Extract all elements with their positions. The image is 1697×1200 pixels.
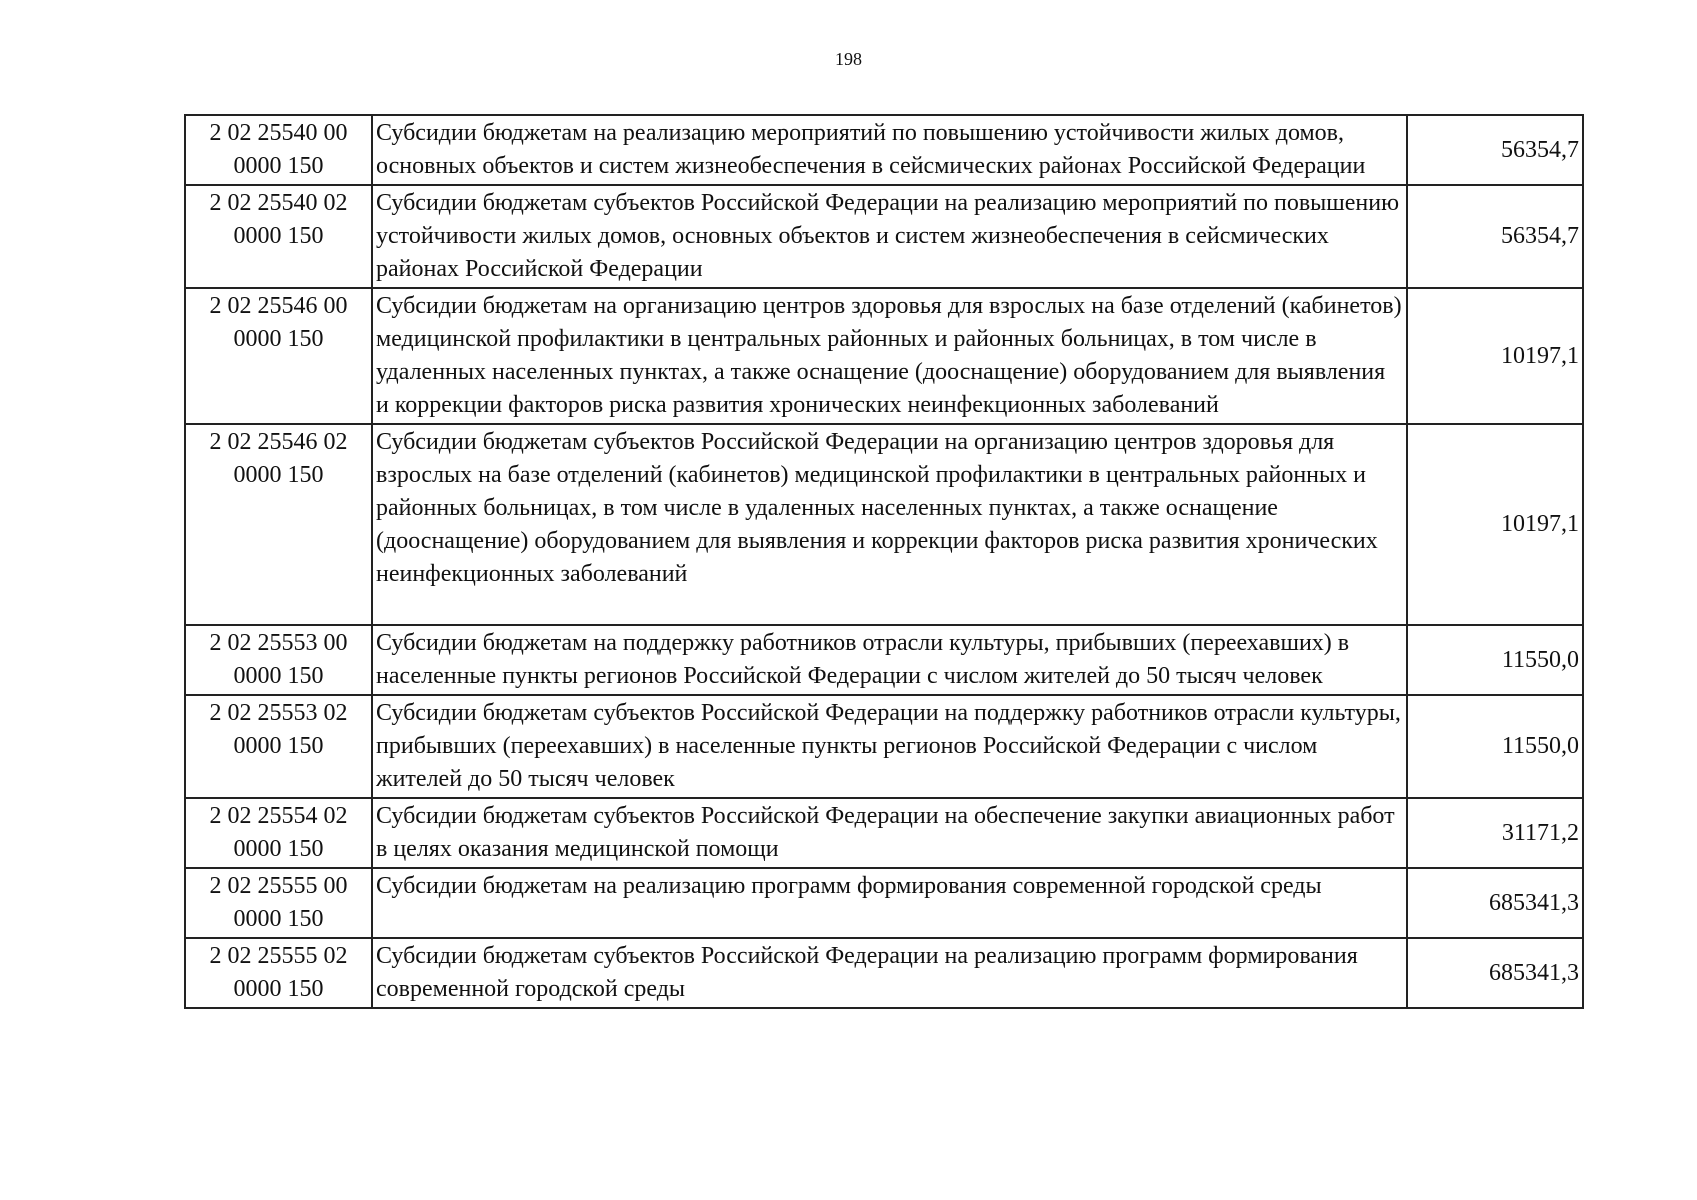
amount-cell: 10197,1 xyxy=(1407,288,1583,424)
budget-code-cell xyxy=(185,115,372,185)
budget-code-cell xyxy=(185,288,372,424)
amount-cell: 31171,2 xyxy=(1407,798,1583,868)
budget-code-line-2: 0000 150 xyxy=(233,976,324,1002)
budget-code-line-2: 0000 150 xyxy=(233,462,324,488)
budget-code-cell xyxy=(185,424,372,625)
amount-cell: 11550,0 xyxy=(1407,695,1583,798)
budget-code-line-2: 0000 150 xyxy=(233,836,324,862)
budget-code-line-1: 2 02 25540 02 xyxy=(209,190,348,216)
table-row xyxy=(185,695,1583,798)
budget-code-line-1: 2 02 25554 02 xyxy=(209,803,348,829)
amount-cell: 10197,1 xyxy=(1407,424,1583,625)
table-row xyxy=(185,115,1583,185)
description-cell: Субсидии бюджетам на поддержку работников отрасли культуры, прибывших (переехавших) в населенные пункты регионов Российской Федерации с числом жителей до 50 тысяч человек xyxy=(372,625,1407,695)
budget-code-cell xyxy=(185,625,372,695)
table-row xyxy=(185,288,1583,424)
amount-cell: 56354,7 xyxy=(1407,185,1583,288)
amount-cell: 56354,7 xyxy=(1407,115,1583,185)
amount-cell: 685341,3 xyxy=(1407,938,1583,1008)
budget-code-line-1: 2 02 25555 00 xyxy=(209,873,348,899)
budget-code-cell xyxy=(185,938,372,1008)
description-cell: Субсидии бюджетам субъектов Российской Федерации на поддержку работников отрасли культуры, прибывших (переехавших) в населенные пункты регионов Российской Федерации с числом жителей до 50 тысяч человек xyxy=(372,695,1407,798)
budget-code-line-1: 2 02 25553 00 xyxy=(209,630,348,656)
table-row xyxy=(185,424,1583,625)
budget-code-line-2: 0000 150 xyxy=(233,153,324,179)
budget-code-cell xyxy=(185,695,372,798)
description-cell: Субсидии бюджетам субъектов Российской Федерации на обеспечение закупки авиационных работ в целях оказания медицинской помощи xyxy=(372,798,1407,868)
table-row xyxy=(185,798,1583,868)
table-row xyxy=(185,185,1583,288)
description-cell: Субсидии бюджетам на организацию центров здоровья для взрослых на базе отделений (кабинетов) медицинской профилактики в центральных районных и районных больницах, в том числе в удаленных населенных пунктах, а также оснащение (дооснащение) оборудованием для выявления и коррекции факторов риска развития хронических неинфекционных заболеваний xyxy=(372,288,1407,424)
amount-cell: 685341,3 xyxy=(1407,868,1583,938)
budget-code-cell xyxy=(185,185,372,288)
budget-code-line-2: 0000 150 xyxy=(233,223,324,249)
description-cell: Субсидии бюджетам субъектов Российской Федерации на реализацию программ формирования современной городской среды xyxy=(372,938,1407,1008)
budget-code-line-1: 2 02 25546 02 xyxy=(209,429,348,455)
budget-code-cell xyxy=(185,868,372,938)
budget-code-line-1: 2 02 25553 02 xyxy=(209,700,348,726)
budget-code-line-2: 0000 150 xyxy=(233,663,324,689)
description-cell: Субсидии бюджетам на реализацию мероприятий по повышению устойчивости жилых домов, основных объектов и систем жизнеобеспечения в сейсмических районах Российской Федерации xyxy=(372,115,1407,185)
budget-code-line-2: 0000 150 xyxy=(233,906,324,932)
budget-code-line-1: 2 02 25546 00 xyxy=(209,293,348,319)
budget-code-line-2: 0000 150 xyxy=(233,733,324,759)
budget-code-line-1: 2 02 25555 02 xyxy=(209,943,348,969)
budget-code-line-1: 2 02 25540 00 xyxy=(209,120,348,146)
description-cell: Субсидии бюджетам на реализацию программ формирования современной городской среды xyxy=(372,868,1407,938)
table-row xyxy=(185,938,1583,1008)
budget-code-cell xyxy=(185,798,372,868)
budget-table xyxy=(184,114,1584,1009)
table-row xyxy=(185,868,1583,938)
page-number: 198 xyxy=(835,49,862,69)
amount-cell: 11550,0 xyxy=(1407,625,1583,695)
budget-code-line-2: 0000 150 xyxy=(233,326,324,352)
table-row xyxy=(185,625,1583,695)
description-cell: Субсидии бюджетам субъектов Российской Федерации на организацию центров здоровья для взрослых на базе отделений (кабинетов) медицинской профилактики в центральных районных и районных больницах, в том числе в удаленных населенных пунктах, а также оснащение (дооснащение) оборудованием для выявления и коррекции факторов риска развития хронических неинфекционных заболеваний xyxy=(372,424,1407,625)
description-cell: Субсидии бюджетам субъектов Российской Федерации на реализацию мероприятий по повышению устойчивости жилых домов, основных объектов и систем жизнеобеспечения в сейсмических районах Российской Федерации xyxy=(372,185,1407,288)
